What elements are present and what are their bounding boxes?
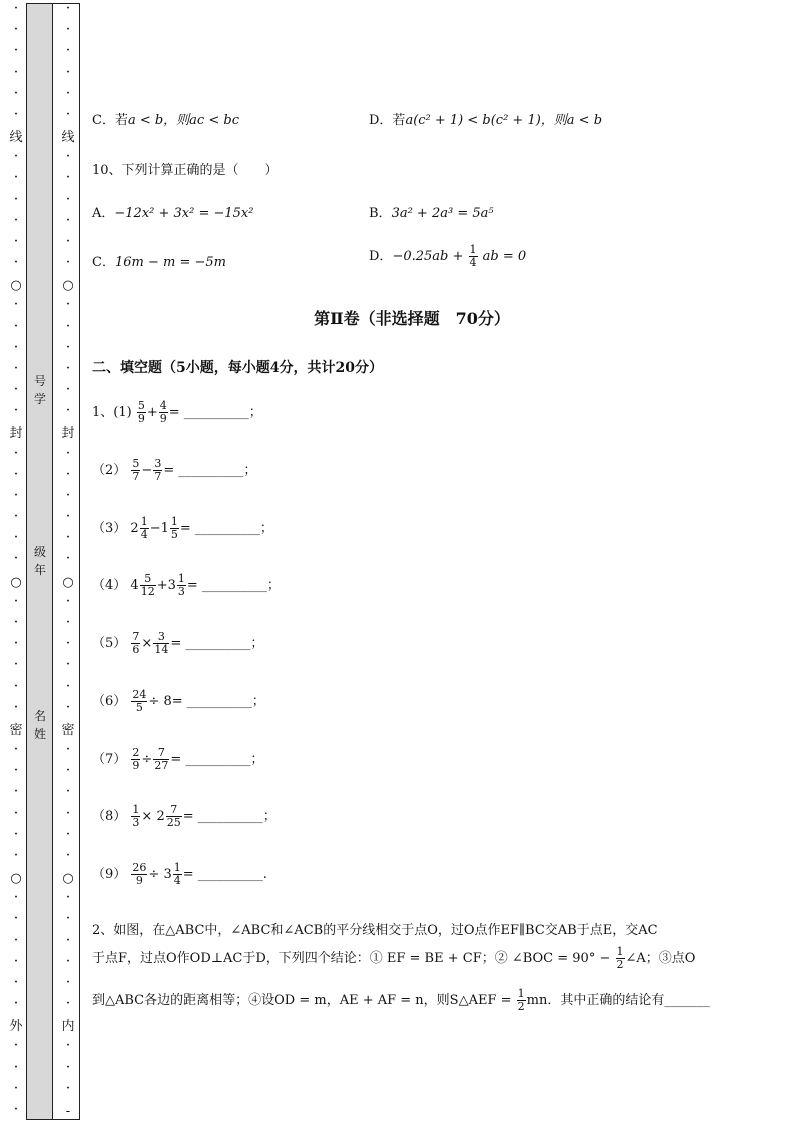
answer-blank: = __________；: [170, 636, 264, 651]
fraction-numerator: 1: [170, 515, 178, 528]
fraction-denominator: 12: [140, 585, 155, 598]
q10-option-c-math: 16m − m = −5m: [114, 255, 226, 270]
q2-line-2-pre: 于点F，过点O作OD⊥AC于D，下列四个结论：① EF = BE + CF；② ∠BOC = 90° −: [92, 951, 611, 966]
mixed-whole: 3: [167, 578, 176, 593]
binding-right-marks: [60, 4, 76, 1119]
fraction-numerator: 1: [517, 987, 525, 1000]
binding-mark: 线: [9, 130, 23, 146]
binding-label-char: 名: [33, 709, 46, 723]
q1-part-5: [92, 631, 263, 656]
binding-dot: ·: [66, 384, 70, 396]
binding-dot: ·: [66, 913, 70, 925]
binding-dot: ·: [66, 553, 70, 565]
part-label: （7）: [92, 752, 127, 767]
answer-blank: = __________.: [182, 867, 267, 882]
fraction: [170, 516, 179, 541]
q1-part-7: [92, 747, 263, 772]
fraction-denominator: 2: [517, 1000, 525, 1013]
binding-dot: ·: [14, 3, 18, 14]
binding-dot: ·: [14, 934, 18, 946]
binding-dot: ·: [14, 362, 18, 374]
binding-dot: ·: [66, 638, 70, 650]
q10-option-a-math: −12x² + 3x² = −15x²: [114, 206, 254, 221]
binding-dot: ·: [14, 913, 18, 925]
q10-option-b: [369, 202, 494, 221]
binding-dot: ·: [14, 786, 18, 798]
q2-line-3: [92, 988, 710, 1013]
binding-dot: ·: [14, 1061, 18, 1073]
fraction: [131, 862, 147, 887]
fraction: [131, 689, 147, 714]
fraction-numerator: 1: [177, 572, 185, 585]
fraction-denominator: 3: [132, 816, 140, 829]
q2-line-3-pre: 到△ABC各边的距离相等；④设OD = m，AE + AF = n，则S△AEF =: [92, 993, 512, 1008]
binding-dot: ·: [66, 1082, 70, 1094]
binding-dot: ·: [14, 511, 18, 523]
binding-dot: ·: [66, 828, 70, 840]
fraction-denominator: 9: [137, 412, 145, 425]
part-label: （4）: [92, 578, 127, 593]
binding-dot: ·: [66, 151, 70, 163]
binding-dot: ·: [14, 638, 18, 650]
q9-option-c: [92, 109, 239, 128]
part-label: （8）: [92, 809, 127, 824]
q10-option-d: [369, 244, 526, 269]
binding-dot: ·: [66, 468, 70, 480]
operator: +: [146, 405, 158, 420]
fraction-denominator: 7: [154, 470, 162, 483]
binding-dot: ·: [66, 489, 70, 501]
binding-dot: ·: [14, 1103, 18, 1115]
fraction-denominator: 9: [135, 874, 143, 887]
binding-dot: ·: [14, 384, 18, 396]
q2-line-3-post: mn．其中正确的结论有_______: [526, 993, 710, 1008]
fraction: [173, 862, 182, 887]
answer-blank: = __________；: [168, 405, 262, 420]
fraction-denominator: 27: [154, 759, 169, 772]
fraction: [153, 631, 169, 656]
fraction: [166, 804, 182, 829]
binding-dot: ·: [14, 299, 18, 311]
part-label: （3）: [92, 521, 127, 536]
binding-mark: 密: [61, 722, 75, 738]
q10-option-a-label: A．: [92, 206, 115, 221]
operator: ÷: [141, 752, 153, 767]
fraction: [131, 747, 140, 772]
q10-option-c-label: C．: [92, 255, 115, 270]
binding-left-marks: [8, 4, 24, 1119]
answer-blank: = __________；: [163, 463, 257, 478]
fraction-denominator: 9: [159, 412, 167, 425]
binding-dot: ·: [14, 87, 18, 99]
binding-dot: ·: [66, 616, 70, 628]
fraction: [140, 516, 149, 541]
operator: ÷ 8: [148, 694, 172, 709]
binding-mark: 外: [9, 1019, 23, 1035]
binding-dot: ·: [66, 680, 70, 692]
binding-dot: ·: [66, 235, 70, 247]
binding-dot: ·: [14, 976, 18, 988]
binding-dot: ·: [66, 3, 70, 14]
fraction-numerator: 5: [140, 573, 156, 586]
q10-option-a: [92, 202, 253, 221]
name-label: [31, 707, 49, 743]
fraction: [159, 400, 168, 425]
mixed-whole: 2: [130, 521, 139, 536]
binding-circle: ○: [10, 871, 22, 887]
binding-dot: ·: [66, 955, 70, 967]
q1-part-3: [92, 516, 273, 541]
binding-dot: ·: [14, 151, 18, 163]
fraction: [517, 988, 526, 1013]
q1-part-8: [92, 804, 276, 829]
q1-part-4: [92, 573, 280, 598]
q10-option-b-math: 3a² + 2a³ = 5a⁵: [391, 206, 494, 221]
binding-dot: ·: [14, 955, 18, 967]
binding-dot: ·: [66, 214, 70, 226]
binding-dot: ·: [14, 320, 18, 332]
q10-option-b-label: B．: [369, 206, 392, 221]
binding-dot: ·: [66, 786, 70, 798]
binding-dot: ·: [14, 341, 18, 353]
binding-circle: ○: [62, 574, 74, 590]
fraction-numerator: 1: [140, 515, 148, 528]
binding-circle: ○: [10, 574, 22, 590]
binding-dot: ·: [14, 595, 18, 607]
binding-dot: ·: [66, 320, 70, 332]
binding-dot: ·: [14, 1040, 18, 1052]
q1-part-2: [92, 458, 256, 483]
binding-dot: ·: [14, 553, 18, 565]
fraction-denominator: 5: [135, 701, 143, 714]
binding-dot: ·: [14, 235, 18, 247]
binding-mark: 密: [9, 722, 23, 738]
binding-dot: ·: [66, 405, 70, 417]
binding-dot: ·: [14, 849, 18, 861]
binding-dot: ·: [14, 468, 18, 480]
fraction-denominator: 3: [177, 585, 185, 598]
binding-dot: ·: [14, 172, 18, 184]
q9-option-d-label: D．若: [369, 113, 406, 128]
binding-dot: ·: [66, 87, 70, 99]
fraction-denominator: 6: [132, 643, 140, 656]
binding-label-char: 姓: [33, 727, 46, 741]
q10-option-d-label: D．: [369, 249, 393, 264]
fraction-denominator: 25: [166, 816, 181, 829]
fraction: [131, 631, 140, 656]
answer-blank: = __________；: [171, 694, 265, 709]
binding-dot: ·: [14, 1082, 18, 1094]
answer-blank: = __________；: [186, 578, 280, 593]
fraction-numerator: 7: [153, 747, 169, 760]
fraction-numerator: 7: [132, 630, 140, 643]
binding-dot: ·: [14, 998, 18, 1010]
binding-dot: ·: [14, 765, 18, 777]
q10-option-d-fraction: [469, 244, 478, 269]
fraction: [137, 400, 146, 425]
binding-label-char: 年: [33, 563, 46, 577]
answer-blank: = __________；: [179, 521, 273, 536]
binding-margin: [0, 0, 82, 1123]
binding-dot: ·: [66, 108, 70, 120]
binding-dot: ·: [14, 892, 18, 904]
answer-blank: = __________；: [182, 809, 276, 824]
fraction-numerator: 26: [132, 861, 147, 874]
binding-dot: ·: [14, 66, 18, 78]
binding-dot: ·: [14, 193, 18, 205]
q10-stem: 10、下列计算正确的是（ ）: [92, 163, 278, 178]
fraction-numerator: 5: [132, 457, 140, 470]
fraction: [153, 458, 162, 483]
binding-dot: ·: [14, 405, 18, 417]
binding-dot: ·: [14, 659, 18, 671]
q2-line-2-post: ∠A；③点O: [625, 951, 696, 966]
binding-dot: ·: [66, 807, 70, 819]
fraction-numerator: 1: [132, 803, 140, 816]
operator: × 2: [141, 809, 165, 824]
part-label: （9）: [92, 867, 127, 882]
fraction-denominator: 4: [140, 528, 148, 541]
binding-dot: ·: [66, 1061, 70, 1073]
binding-circle: ○: [62, 278, 74, 294]
binding-dot: ·: [14, 108, 18, 120]
student-id-label: [31, 372, 49, 408]
binding-dot: ·: [66, 976, 70, 988]
q10-option-c: [92, 251, 226, 270]
binding-dot: ·: [14, 447, 18, 459]
fraction-numerator: 3: [153, 631, 169, 644]
q1-prefix: 1、(1): [92, 405, 132, 420]
fraction-denominator: 5: [170, 528, 178, 541]
binding-dot: ·: [66, 934, 70, 946]
binding-dot: ·: [66, 765, 70, 777]
q1-part-6: [92, 689, 265, 714]
binding-dot: ·: [14, 680, 18, 692]
binding-dot: ·: [66, 362, 70, 374]
fraction-numerator: 1: [469, 243, 477, 256]
operator: +: [156, 578, 168, 593]
mixed-whole: 1: [160, 521, 169, 536]
binding-dot: ·: [14, 257, 18, 269]
binding-dot: ·: [66, 299, 70, 311]
grade-label: [31, 543, 49, 579]
fraction-numerator: 1: [616, 945, 624, 958]
q10-option-d-math-pre: −0.25ab +: [392, 249, 464, 264]
binding-dot: ·: [66, 595, 70, 607]
mixed-whole: 4: [130, 578, 139, 593]
binding-dot: ·: [66, 892, 70, 904]
fraction-denominator: 2: [616, 958, 624, 971]
fraction-denominator: 7: [132, 470, 140, 483]
binding-dot: ·: [14, 744, 18, 756]
binding-mark: 内: [61, 1019, 75, 1035]
part-label: （5）: [92, 636, 127, 651]
binding-dot: ·: [14, 828, 18, 840]
fraction-denominator: 9: [132, 759, 140, 772]
binding-dot: ·: [14, 701, 18, 713]
fraction: [153, 747, 169, 772]
section-2-title: 第Ⅱ卷（非选择题 70分）: [314, 309, 510, 328]
binding-dot: ·: [66, 341, 70, 353]
binding-dot: ·: [66, 998, 70, 1010]
binding-mark: 线: [61, 130, 75, 146]
binding-dot: ·: [66, 532, 70, 544]
fraction: [131, 804, 140, 829]
fraction: [616, 946, 625, 971]
fraction: [140, 573, 156, 598]
fraction-numerator: 3: [154, 457, 162, 470]
fraction-numerator: 7: [166, 804, 182, 817]
operator: ÷ 3: [148, 867, 172, 882]
q1-part-1: [92, 400, 262, 425]
q9-option-c-math: a < b，则ac < bc: [127, 113, 239, 128]
q2-line-2: [92, 946, 695, 971]
q9-option-d: [369, 109, 602, 128]
binding-dot: ·: [66, 172, 70, 184]
fraction-denominator: 4: [173, 874, 181, 887]
fraction: [177, 573, 186, 598]
operator: ×: [141, 636, 153, 651]
fraction-denominator: 4: [469, 256, 477, 269]
q9-option-c-label: C．若: [92, 113, 128, 128]
binding-dot: ·: [66, 1040, 70, 1052]
fraction-numerator: 5: [137, 399, 145, 412]
fraction: [131, 458, 140, 483]
fraction-numerator: 2: [132, 746, 140, 759]
binding-label-char: 学: [33, 392, 46, 406]
binding-circle: ○: [62, 871, 74, 887]
binding-dot: ·: [14, 532, 18, 544]
q1-part-9: [92, 862, 267, 887]
binding-dot: ·: [66, 659, 70, 671]
binding-dot: ·: [14, 24, 18, 36]
operator: −: [149, 521, 161, 536]
answer-blank: = __________；: [170, 752, 264, 767]
binding-dot: ·: [66, 744, 70, 756]
fraction-numerator: 1: [173, 861, 181, 874]
binding-dot: ·: [66, 193, 70, 205]
q10-option-d-math-post: ab = 0: [482, 249, 527, 264]
part-2-title: 二、填空题（5小题，每小题4分，共计20分）: [92, 360, 383, 376]
binding-dot: ·: [66, 447, 70, 459]
binding-mark: 封: [61, 426, 75, 442]
binding-dot: ·: [66, 45, 70, 57]
binding-dot: ·: [66, 257, 70, 269]
part-label: （2）: [92, 463, 127, 478]
binding-label-char: 号: [33, 374, 46, 388]
fraction-denominator: 14: [154, 643, 169, 656]
operator: −: [141, 463, 153, 478]
binding-dot: ·: [14, 616, 18, 628]
part-label: （6）: [92, 694, 127, 709]
binding-dot: ·: [66, 66, 70, 78]
binding-dot: ·: [66, 511, 70, 523]
binding-label-char: 级: [33, 545, 46, 559]
binding-mark: -: [65, 1103, 71, 1119]
binding-dot: ·: [14, 489, 18, 501]
q9-option-d-math: a(c² + 1) < b(c² + 1)，则a < b: [405, 113, 603, 128]
binding-dot: ·: [66, 24, 70, 36]
binding-dot: ·: [14, 214, 18, 226]
binding-mark: 封: [9, 426, 23, 442]
fraction-numerator: 4: [159, 399, 167, 412]
binding-dot: ·: [14, 45, 18, 57]
binding-dot: ·: [66, 701, 70, 713]
binding-dot: ·: [14, 807, 18, 819]
q2-line-1: 2、如图，在△ABC中，∠ABC和∠ACB的平分线相交于点O，过O点作EF∥BC交AB于点E，交AC: [92, 923, 658, 938]
binding-dot: ·: [66, 849, 70, 861]
binding-circle: ○: [10, 278, 22, 294]
fraction-numerator: 24: [132, 688, 147, 701]
